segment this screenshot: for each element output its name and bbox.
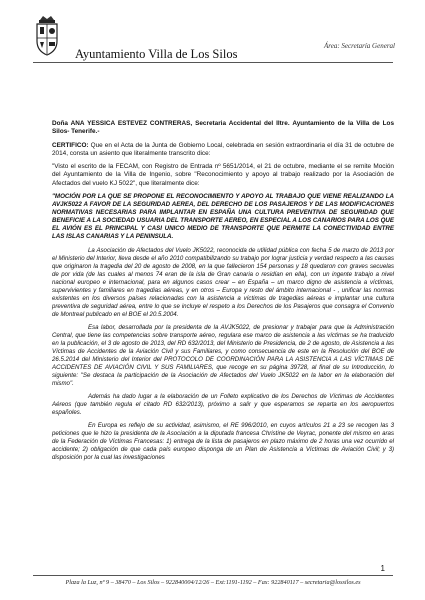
paragraph-1: La Asociación de Afectados del Vuelo JK5022, reconocida de utilidad pública con fecha 5 de marzo de 2013 por el Ministerio del Interior, lleva desde el año 2010 compatibilizando su trabajo por lograr justicia y verdad respecto a las causas que originaron la tragedia del 20 de agosto de 2008, en la que fallecieron 154 personas y 18 quedaron con graves secuelas de por vida (de las cuales al menos 74 eran de la isla de Gran canaria o residían en ella), con un ingente trabajo a nivel nacional europeo e internacional, para en algunos casos crear – en España – un marco digno de asistencia a víctimas, supervivientes y familiares en tragedias aéreas, y en otros – Europa y resto del ámbito internacional - , unificar las normas existentes en los diversos países relacionadas con la asistencia a víctimas de tragedias aéreas e implantar una cultura preventiva de seguridad aérea, entre lo que se incluye el respeto a los Derechos de los Pasajeros que consagra el Convenio de Montreal publicado en el BOE el 20.5.2004. xyxy=(52,247,394,319)
page-number: 1 xyxy=(380,564,385,573)
header-divider xyxy=(33,62,393,63)
organization-name: Ayuntamiento Villa de Los Silos xyxy=(75,47,238,61)
visto-paragraph: "Visto el escrito de la FECAM, con Registro de Entrada nº 5651/2014, el 21 de octubre, mediante el se remite Moción del Ayuntamiento de la Villa de Ingenio, sobre "Reconocimiento y apoyo al trabajo realizado por la Asociación de Afectados del vuelo KJ 5022", que literalmente dice: xyxy=(52,163,394,187)
paragraph-2: Esa labor, desarrollada por la presidenta de la AVJK5022, de presionar y trabajar para que la Administración Central, que tiene las competencias sobre transporte aéreo, regulara ese marco de asistencia a las víctimas se ha traducido en la publicación, el 3 de agosto de 2013, del RD 632/2013, del Ministerio de Presidencia, de 2 de agosto, de Asistencia a las Víctimas de Accidentes de la Aviación Civil y sus Familiares, y como consecuencia de este en la Resolución del BOE de 26.5.2014 del Ministerio del Interior del PROTOCOLO DE COORDINACIÓN PARA LA ASISTENCIA A LAS VÍCTIMAS DE ACCIDENTES DE AVIACIÓN CIVIL Y SUS FAMILIARES, que recoge en su página 39728, al final de su Introducción, lo siguiente: "Se destaca la participación de la Asociación de Afectados del Vuelo JK5022 en la labor en la elaboración del mismo". xyxy=(52,324,394,388)
intro-heading: Doña ANA YESSICA ESTEVEZ CONTRERAS, Secretaria Accidental del Iltre. Ayuntamiento de la Villa de Los Silos- Tenerife.- xyxy=(52,120,394,136)
motion-title: "MOCIÓN POR LA QUE SE PROPONE EL RECONOCIMIENTO Y APOYO AL TRABAJO QUE VIENE REALIZANDO LA AVJK5022 A FAVOR DE LA SEGURIDAD AEREA, DEL DERECHO DE LOS PASAJEROS Y DE LAS MODIFICACIONES NORMATIVAS NECESARIAS PARA IMPLANTAR EN ESPAÑA UNA CULTURA PREVENTIVA DE SEGURIDAD QUE BENEFICIE A LA SOCIEDAD USUARIA DEL TRANSPORTE AEREO, EN ESPECIAL A LOS CANARIOS PARA LOS QUE EL AVIÓN ES EL PRINCIPAL Y CASI UNICO MEDIO DE TRANSPORTE QUE PERMITE LA CONECTIVIDAD ENTRE LAS ISLAS CANARIAS Y LA PENINSULA. xyxy=(52,193,394,241)
certifico-label: CERTIFICO: xyxy=(52,141,89,149)
footer-divider xyxy=(33,575,393,576)
certifico-text: Que en el Acta de la Junta de Gobierno Local, celebrada en sesión extraordinaria el día 31 de octubre de 2014, consta un asiento que literalmente transcrito dice: xyxy=(52,141,394,157)
paragraph-3: Además ha dado lugar a la elaboración de un Folleto explicativo de los Derechos de Víctimas de Accidentes Aéreos (que también regula el citado RD 632/2013), próximo a salir y que esperamos se reparta en los aeropuertos españoles. xyxy=(52,393,394,417)
certifico-paragraph xyxy=(52,142,394,159)
coat-of-arms-icon xyxy=(33,14,61,58)
footer-contact: Plaza la Luz, nº 9 – 38470 – Los Silos – 922840004/12/26 – Ext:1191-1192 – Fax: 922840117 – secretaria@lossilos.es xyxy=(65,579,361,586)
paragraph-4: En Europa es reflejo de su actividad, asimismo, el RE 996/2010, en cuyos artículos 21 a 23 se recogen las 3 peticiones que le hizo la presidenta de la Asociación a la diputada francesa Christine de Veyrac, ponente del mismo en aras de la Federación de Víctimas Francesas: 1) entrega de la lista de pasajeros en plazo máximo de 2 horas una vez ocurrido el accidente; 2) obligación de que cada país europeo disponga de un Plan de Asistencia a Víctimas de Aviación Civil; y 3) disposición por la cual las investigaciones xyxy=(52,422,394,462)
area-label: Área: Secretaría General xyxy=(323,42,395,50)
document-body xyxy=(52,120,394,467)
